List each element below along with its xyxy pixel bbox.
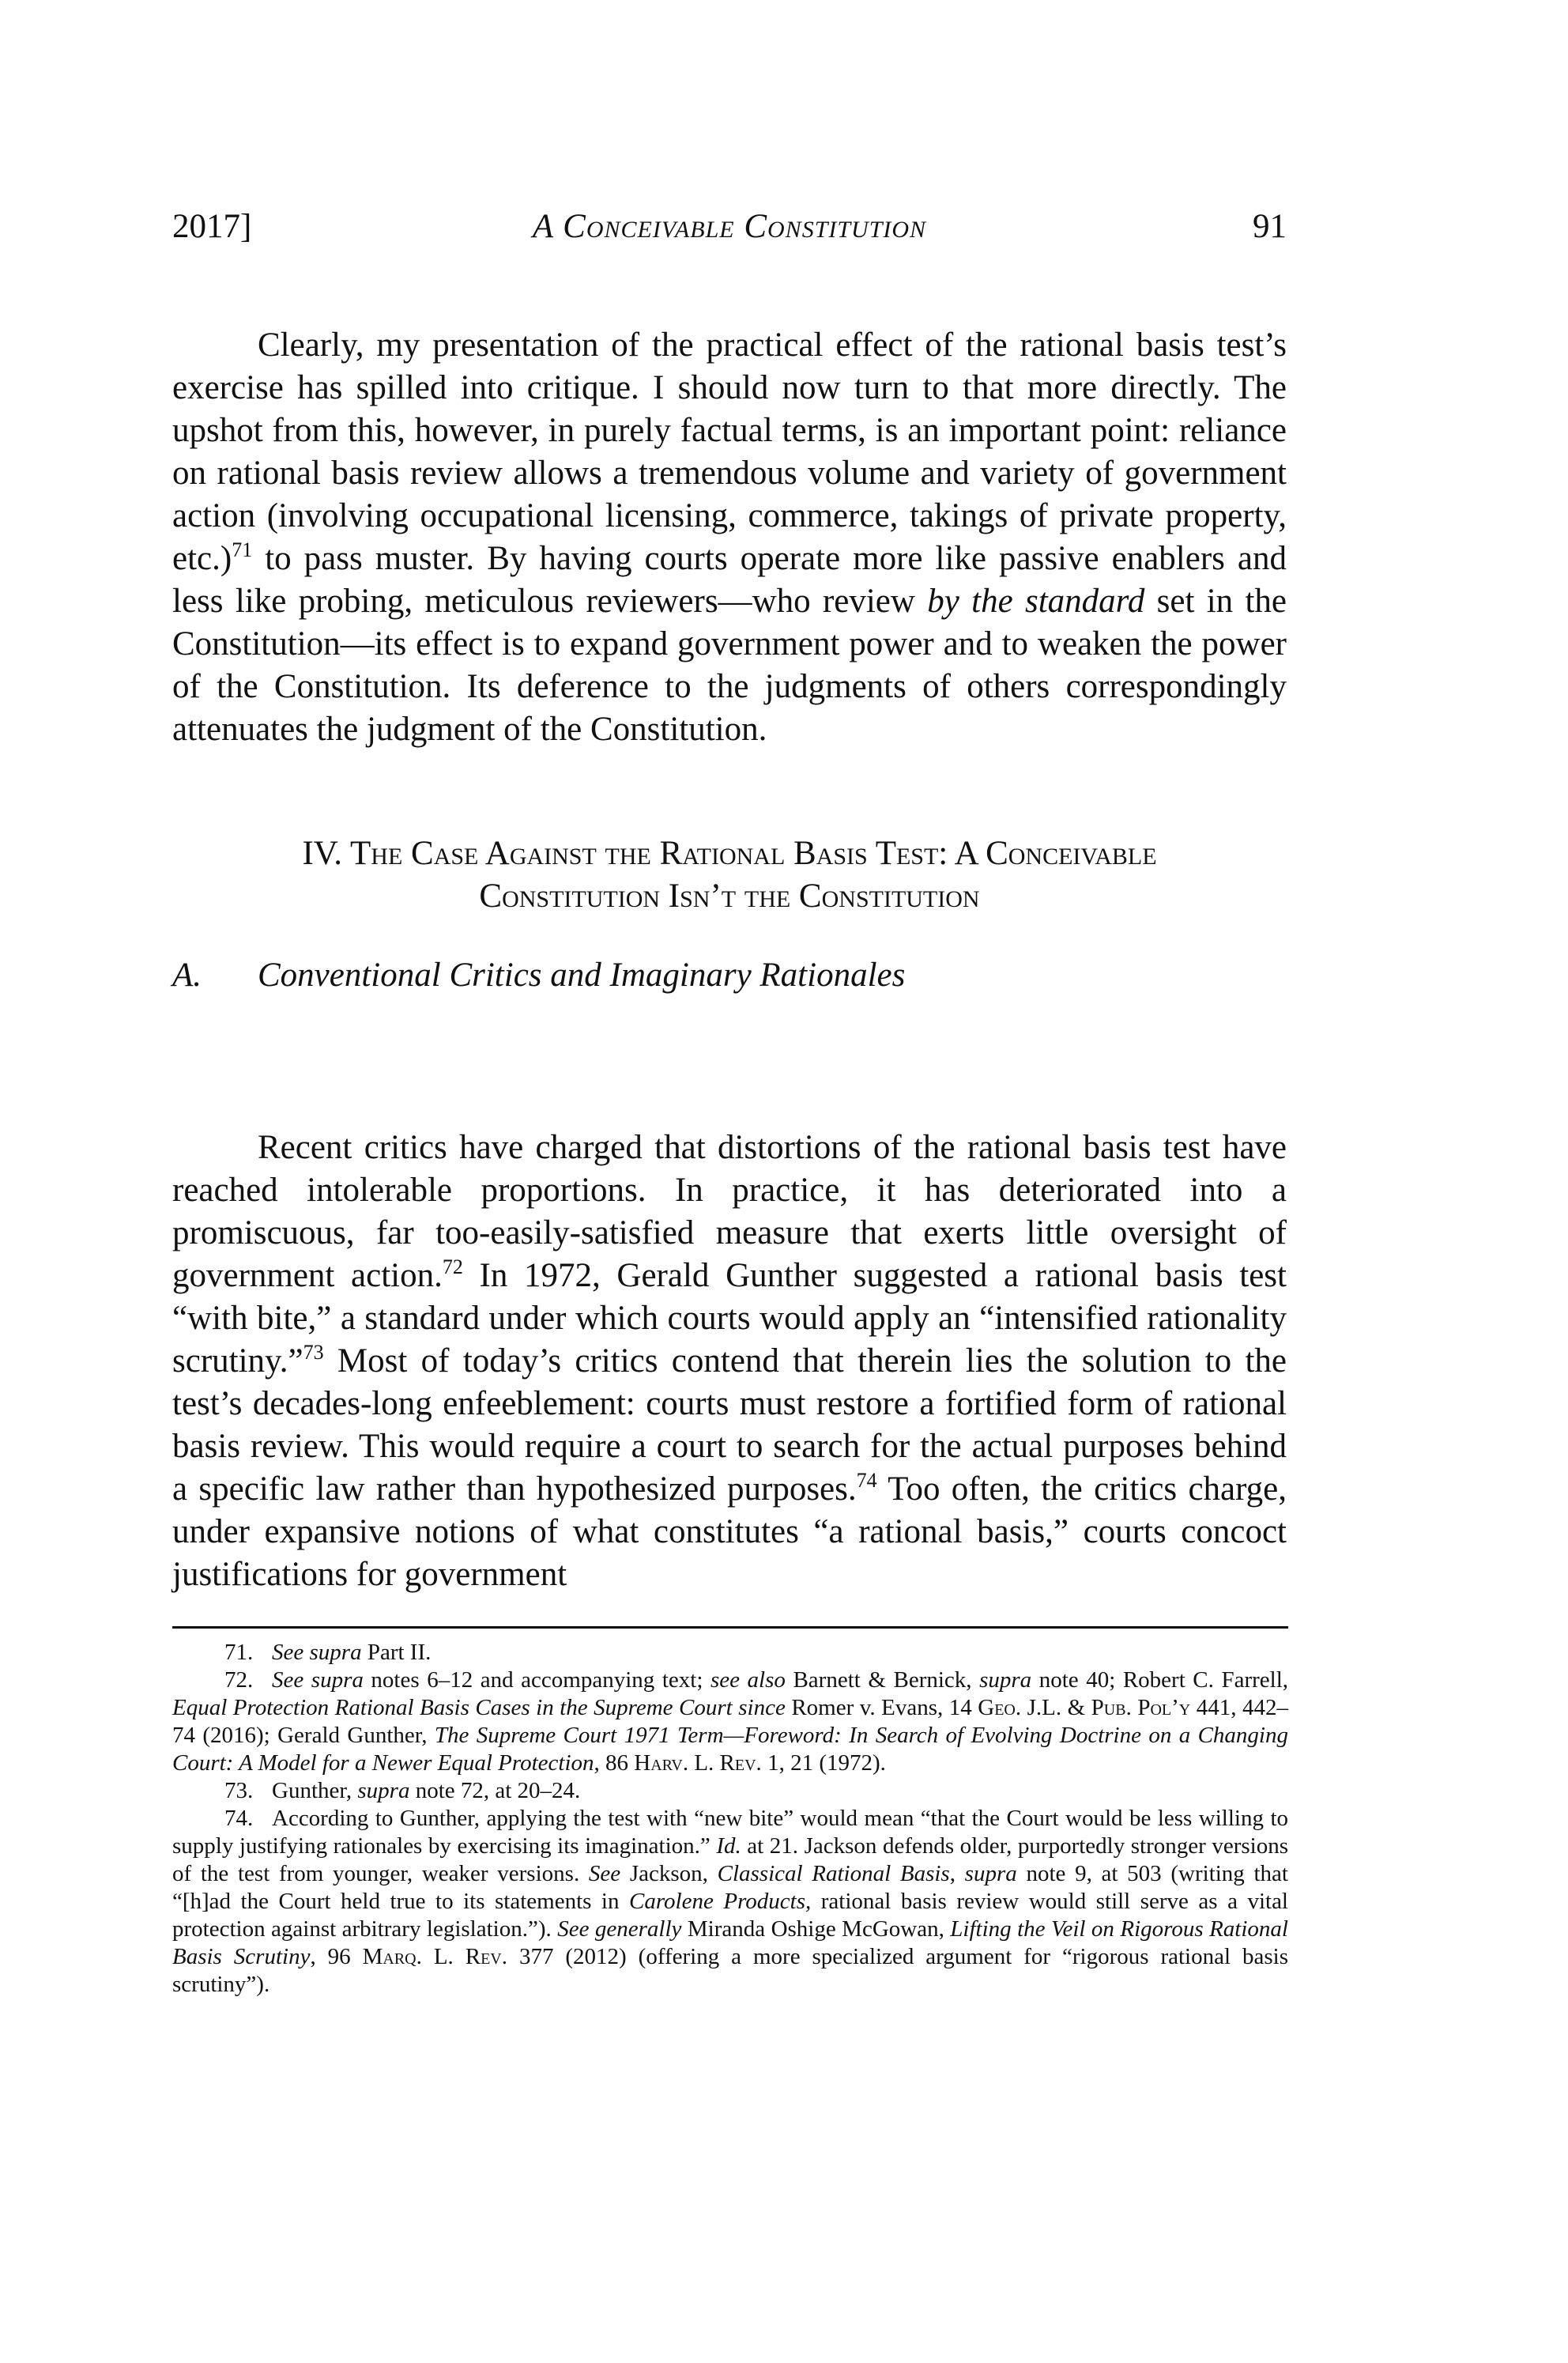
footnote-text: 377 (2012) (offering a more specialized argument for “rigorous rational basis scrutiny”). (172, 1944, 1288, 1997)
footnote-journal: Harv. L. Rev. (634, 1750, 762, 1776)
footnote-citation-title: Equal Protection Rational Basis Cases in the Supreme Court since (172, 1695, 786, 1720)
footnote-72 (172, 1667, 1288, 1777)
footnote-text: See supra (272, 1640, 362, 1665)
paragraph-2-text-d: Too often, the critics charge, under expansive notions of what constitutes “a rational basis,” courts concoct justifications for government (172, 1470, 1287, 1593)
footnote-text: at 21. Jackson defends older, purportedly stronger versions of the test from younger, weaker versions. (172, 1833, 1288, 1886)
subsection-title: Conventional Critics and Imaginary Rationales (258, 957, 906, 994)
footnote-text: , 96 (310, 1944, 363, 1969)
footnote-citation-title: Lifting the Veil on Rigorous Rational Basis Scrutiny (172, 1916, 1288, 1969)
footnote-number: 71. (224, 1640, 254, 1665)
footnote-text: See supra (272, 1667, 364, 1693)
footnote-text: According to Gunther, applying the test with “new bite” would mean “that the Court would be less willing to supply justifying rationales by exercising its imagination.” (172, 1806, 1288, 1859)
footnote-ref-74[interactable]: 74 (856, 1469, 877, 1492)
footnote-text: Gunther, (272, 1778, 358, 1803)
footnote-text: supra (979, 1667, 1032, 1693)
footnote-text: Barnett & Bernick, (785, 1667, 980, 1693)
footnote-citation-title: Classical Rational Basis (717, 1861, 950, 1886)
footnote-text: supra (357, 1778, 410, 1803)
paragraph-1-emphasis: by the standard (927, 583, 1145, 620)
paragraph-1-text-c: set in the Constitution—its effect is to expand government power and to weaken the power of the Constitution. Its deference to the judgments of others correspondingly attenuates the judgment of the Constitution. (172, 583, 1287, 748)
footnote-ref-71[interactable]: 71 (232, 538, 253, 561)
footnote-journal: Geo. J.L. & Pub. Pol’y (978, 1695, 1191, 1720)
footnote-text: Miranda Oshige McGowan, (681, 1916, 951, 1942)
footnote-journal: Marq. L. Rev. (362, 1944, 507, 1969)
footnote-case-name: Carolene Products, (629, 1889, 812, 1914)
section-heading-line-1: IV. The Case Against the Rational Basis Test: A Conceivable (302, 835, 1157, 872)
paragraph-2-text-b: In 1972, Gerald Gunther suggested a rational basis test “with bite,” a standard under which courts would apply an “intensified rationality scrutiny.” (172, 1257, 1287, 1380)
footnote-text: note 72, at 20–24. (409, 1778, 581, 1803)
paragraph-1-text-a: Clearly, my presentation of the practical effect of the rational basis test’s exercise has spilled into critique. I should now turn to that more directly. The upshot from this, however, in purely factual terms, is an important point: reliance on rational basis review allows a tremendous volume and variety of government action (involving occupational licensing, commerce, takings of private property, etc.) (172, 327, 1287, 577)
footnote-number: 72. (224, 1667, 254, 1693)
subsection-letter: A. (172, 957, 202, 994)
paragraph-1 (172, 324, 1287, 751)
page-number: 91 (1253, 208, 1287, 245)
footnote-text: , 86 (594, 1750, 635, 1776)
footnote-text: Romer v. Evans, 14 (785, 1695, 978, 1720)
footnote-71 (172, 1639, 1288, 1667)
paragraph-1-text-b: to pass muster. By having courts operate more like passive enablers and less like probing, meticulous reviewers—who review (172, 540, 1287, 620)
running-head (172, 207, 1287, 255)
footnote-divider (172, 1626, 1288, 1629)
footnotes (172, 1639, 1288, 1999)
paragraph-2 (172, 1127, 1287, 1596)
footnote-ref-73[interactable]: 73 (303, 1341, 324, 1364)
footnote-text: See (588, 1861, 621, 1886)
footnote-74 (172, 1805, 1288, 1999)
subsection-heading (172, 954, 1287, 997)
footnote-text: Jackson, (620, 1861, 718, 1886)
volume-year: 2017] (172, 208, 252, 245)
footnote-text: Id. (716, 1833, 741, 1859)
footnote-ref-72[interactable]: 72 (442, 1255, 463, 1278)
footnote-text: see also (710, 1667, 786, 1693)
footnote-text: See generally (557, 1916, 682, 1942)
footnote-text: 441, 442–74 (2016); Gerald Gunther, (172, 1695, 1288, 1748)
footnote-text: supra (964, 1861, 1017, 1886)
footnote-73 (172, 1777, 1288, 1805)
footnote-text: note 40; Robert C. Farrell, (1031, 1667, 1289, 1693)
footnote-number: 74. (224, 1806, 254, 1831)
footnote-text: rational basis review would still serve as a vital protection against arbitrary legislation.”). (172, 1889, 1288, 1942)
footnote-text: , (949, 1861, 965, 1886)
footnote-citation-title: The Supreme Court 1971 Term—Foreword: In Search of Evolving Doctrine on a Changing Court: A Model for a Newer Equal Protection (172, 1723, 1288, 1776)
section-heading (172, 832, 1287, 918)
footnote-text: notes 6–12 and accompanying text; (363, 1667, 710, 1693)
section-heading-line-2: Constitution Isn’t the Constitution (479, 878, 980, 915)
footnote-text: note 9, at 503 (writing that “[h]ad the Court held true to its statements in (172, 1861, 1288, 1914)
footnote-text: 1, 21 (1972). (761, 1750, 886, 1776)
footnote-number: 73. (224, 1778, 254, 1803)
footnote-text: Part II. (361, 1640, 432, 1665)
paragraph-2-text-a: Recent critics have charged that distortions of the rational basis test have reached intolerable proportions. In practice, it has deteriorated into a promiscuous, far too-easily-satisfied measure that exerts little oversight of government action. (172, 1129, 1287, 1294)
article-title: A Conceivable Constitution (532, 208, 927, 245)
paragraph-2-text-c: Most of today’s critics contend that therein lies the solution to the test’s decades-long enfeeblement: courts must restore a fortified form of rational basis review. This would require a court to search for the actual purposes behind a specific law rather than hypothesized purposes. (172, 1342, 1287, 1508)
